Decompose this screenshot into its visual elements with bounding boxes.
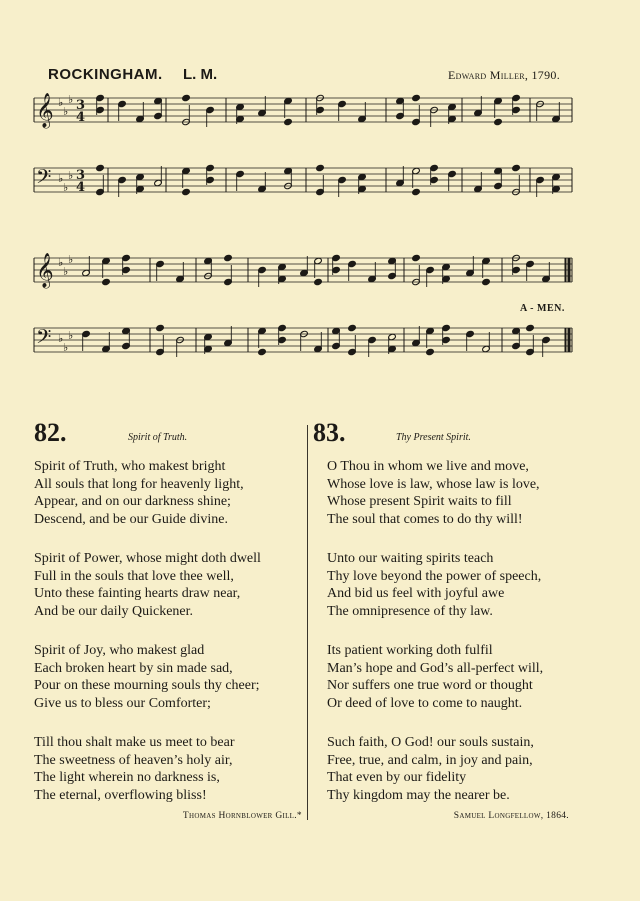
note-head <box>426 348 435 355</box>
verse <box>34 550 261 620</box>
verse <box>327 550 541 620</box>
note-head <box>526 324 535 331</box>
verse-line: Free, true, and calm, in joy and pain, <box>327 752 533 768</box>
verse-line: Or deed of love to come to naught. <box>327 695 523 711</box>
verse <box>327 642 543 712</box>
tune-header <box>48 66 560 86</box>
verse <box>327 458 540 528</box>
verse-line: Appear, and on our darkness shine; <box>34 494 231 509</box>
flat-icon: ♭ <box>58 256 64 269</box>
verse-line: Nor suffers one true word or thought <box>327 678 533 693</box>
note-head <box>96 164 105 171</box>
verse-line: Till thou shalt make us meet to bear <box>34 735 235 750</box>
flat-icon: ♭ <box>58 332 64 345</box>
verse-line: All souls that long for heavenly light, <box>34 476 244 492</box>
note-head <box>314 278 323 285</box>
hymn-number: 82. <box>34 418 67 447</box>
tune-composer: Edward Miller, 1790. <box>448 68 560 82</box>
verse-line: Unto these fainting hearts draw near, <box>34 586 241 601</box>
note-head <box>412 254 421 261</box>
amen-label: A - MEN. <box>520 303 565 314</box>
note-head <box>224 254 233 261</box>
verse <box>34 734 235 804</box>
flat-icon: ♭ <box>68 93 74 106</box>
verse <box>34 458 244 528</box>
verse-line: The sweetness of heaven’s holy air, <box>34 752 233 768</box>
verse-line: The omnipresence of thy law. <box>327 603 493 619</box>
verse-line: Pour on these mourning souls thy cheer; <box>34 678 260 693</box>
verse-line: Spirit of Truth, who makest bright <box>34 459 226 474</box>
verse-line: O Thou in whom we live and move, <box>327 459 529 474</box>
verse-line: The soul that comes to do thy will! <box>327 511 523 527</box>
verse-line: Man’s hope and God’s all-perfect will, <box>327 660 544 676</box>
verse-line: Spirit of Power, whose might doth dwell <box>34 551 261 566</box>
verse-line: And be our daily Quickener. <box>34 603 194 619</box>
bass-clef-icon: 𝄢 <box>36 165 52 193</box>
verse-line: Such faith, O God! our souls sustain, <box>327 735 534 750</box>
verse-line: Spirit of Joy, who makest glad <box>34 643 205 658</box>
verse-line: Unto our waiting spirits teach <box>327 551 494 566</box>
verse-line: That even by our fidelity <box>327 770 467 785</box>
note-head <box>182 188 191 195</box>
flat-icon: ♭ <box>58 172 64 185</box>
verse-line: Its patient working doth fulfil <box>327 643 493 658</box>
note-head <box>494 118 503 125</box>
treble-clef-icon: 𝄞 <box>36 253 54 288</box>
flat-icon: ♭ <box>68 253 74 266</box>
note-head <box>482 278 491 285</box>
hymn-number: 83. <box>313 418 346 447</box>
note-head <box>182 94 191 101</box>
verse-line: The light wherein no darkness is, <box>34 770 220 785</box>
verse-line: Whose love is law, whose law is love, <box>327 476 540 492</box>
note-head <box>156 324 165 331</box>
hymn-title: Spirit of Truth. <box>128 432 188 443</box>
verse-line: Thy kingdom may the nearer be. <box>327 787 510 803</box>
flat-icon: ♭ <box>63 341 69 354</box>
flat-icon: ♭ <box>63 105 69 118</box>
note-head <box>102 278 111 285</box>
verse-line: The eternal, overflowing bliss! <box>34 787 207 803</box>
flat-icon: ♭ <box>68 329 74 342</box>
note-head <box>512 164 521 171</box>
hymn-title: Thy Present Spirit. <box>396 432 471 443</box>
verse-line: Each broken heart by sin made sad, <box>34 660 233 676</box>
note-head <box>258 348 267 355</box>
flat-icon: ♭ <box>63 265 69 278</box>
verse <box>34 642 260 712</box>
note-head <box>316 164 325 171</box>
note-head <box>412 94 421 101</box>
verse-line: Thy love beyond the power of speech, <box>327 568 542 584</box>
note-head <box>348 324 357 331</box>
note-head <box>284 118 293 125</box>
hymn-author: Samuel Longfellow, 1864. <box>453 811 569 821</box>
hymn-author: Thomas Hornblower Gill.* <box>182 811 302 821</box>
time-signature-bottom: 4 <box>76 180 86 195</box>
time-signature-bottom: 4 <box>76 110 86 125</box>
verse-line: Whose present Spirit waits to fill <box>327 494 512 509</box>
music-score <box>0 85 640 385</box>
time-signature-top: 3 <box>76 98 86 113</box>
verse-line: And bid us feel with joyful awe <box>327 586 505 601</box>
column-divider <box>307 425 308 820</box>
time-signature-top: 3 <box>76 168 86 183</box>
verse-line: Descend, and be our Guide divine. <box>34 511 228 527</box>
verse-line: Give us to bless our Comforter; <box>34 695 211 711</box>
treble-clef-icon: 𝄞 <box>36 93 54 128</box>
verse <box>327 734 534 804</box>
flat-icon: ♭ <box>68 169 74 182</box>
note-head <box>412 188 421 195</box>
tune-meter: L. M. <box>183 66 218 83</box>
flat-icon: ♭ <box>63 181 69 194</box>
verse-line: Full in the souls that love thee well, <box>34 568 234 584</box>
flat-icon: ♭ <box>58 96 64 109</box>
tune-name: ROCKINGHAM. <box>48 66 163 83</box>
bass-clef-icon: 𝄢 <box>36 325 52 353</box>
